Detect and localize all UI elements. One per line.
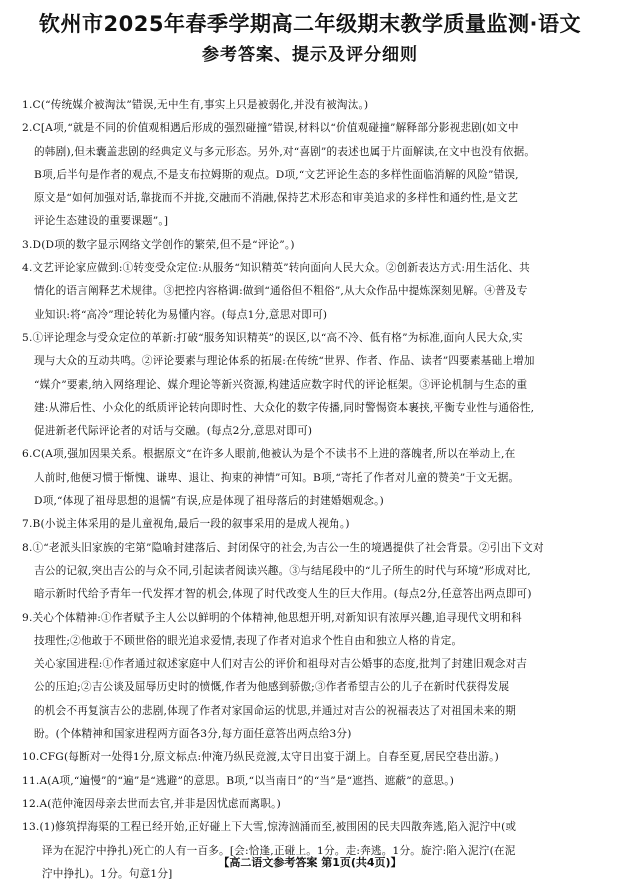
text-line: 的机会不再复演吉公的悲剧,体现了作者对家国命运的忧思,并通过对吉公的祝福表达了对祖国未来的期	[34, 704, 517, 717]
text-line: “媒介”要素,纳入网络理论、媒介理论等新兴资源,构建适应数字时代的评论框架。③评论机制与生态的重	[34, 378, 528, 391]
text-line: 译为在泥泞中挣扎)死亡的人有一百多。[会:恰逢,正碰上。1分。走:奔逃。1分。旋泞:陷入泥泞(在泥	[42, 844, 516, 857]
text-line: 4.文艺评论家应做到:①转变受众定位:从服务“知识精英”转向面向人民大众。②创新表达方式:用生活化、共	[22, 262, 530, 275]
text-line: 10.CFG(每断对一处得1分,原文标点:仲淹乃纵民竞渡,太守日出宴于湖上。自春至夏,居民空巷出游。)	[22, 751, 499, 764]
text-line: 盼。(个体精神和国家进程两方面各3分,每方面任意答出两点给3分)	[34, 728, 352, 741]
text-line: 8.①“老派头旧家族的宅第”隐喻封建落后、封闭保守的社会,为吉公一生的境遇提供了社会背景。②引出下文对	[22, 541, 544, 554]
text-line: 现与大众的互动共鸣。②评论要素与理论体系的拓展:在传统“世界、作者、作品、读者”四要素基础上增加	[34, 355, 535, 368]
text-line: 吉公的记叙,突出吉公的与众不同,引起读者阅读兴趣。③与结尾段中的“儿子所生的时代与环境”形成对比,	[34, 564, 531, 577]
text-line: 的韩剧),但未囊盖悲剧的经典定义与多元形态。另外,对“喜剧”的表述也属于片面解读,在文中也没有依据。	[34, 145, 536, 158]
text-line: 3.D(D项的数字显示网络文学创作的繁荣,但不是“评论”。)	[22, 238, 295, 251]
text-line: 2.C[A项,“就是不同的价值观相遇后形成的强烈碰撞”错误,材料以“价值观碰撞”解释部分影视悲剧(如文中	[22, 122, 519, 135]
text-line: 1.C(“传统媒介被淘汰”错误,无中生有,事实上只是被弱化,并没有被淘汰。)	[22, 99, 369, 111]
text-line: 9.关心个体精神:①作者赋予主人公以鲜明的个体精神,他思想开明,对新知识有浓厚兴趣,追寻现代文明和科	[22, 611, 522, 624]
text-line: 12.A(范仲淹因母亲去世而去官,并非是因忧虑而离职。)	[22, 797, 281, 810]
text-line: 技理性;②他敢于不顾世俗的眼光追求爱情,表现了作者对追求个性自由和独立人格的肯定。	[34, 634, 463, 647]
text-line: 7.B(小说主体采用的是儿童视角,最后一段的叙事采用的是成人视角。)	[22, 518, 350, 531]
text-line: 关心家国进程:①作者通过叙述家庭中人们对吉公的评价和祖母对吉公婚事的态度,批判了封建旧观念对吉	[34, 658, 528, 671]
text-line: 暗示新时代给予青年一代发挥才智的机会,体现了时代改变人生的巨大作用。(每点2分,任意答出两点即可)	[34, 588, 532, 601]
answer-content	[22, 94, 600, 886]
text-line: B项,后半句是作者的观点,不是支布拉姆斯的观点。D项,“文艺评论生态的多样性面临消解的风险”错误,	[34, 168, 519, 181]
text-line: 11.A(A项,“遍慢”的“遍”是“逃避”的意思。B项,“以当南日”的“当”是“遮挡、遮蔽”的意思。)	[22, 774, 455, 787]
page-title: 钦州市2025年春季学期高二年级期末教学质量监测·语文	[39, 12, 581, 36]
page-subtitle: 参考答案、提示及评分细则	[202, 45, 418, 65]
text-line: 公的压迫;②吉公谈及屈辱历史时的愤慨,作者为他感到骄傲;③作者希望吉公的儿子在新时代获得发展	[34, 681, 510, 694]
text-line: 6.C(A项,强加因果关系。根据原文“在许多人眼前,他被认为是个不读书不上进的落魄者,所以在举动上,在	[22, 448, 516, 461]
text-line: 13.(1)修筑捍海渠的工程已经开始,正好碰上下大雪,惊涛汹涌而至,被围困的民夫四散奔逃,陷入泥泞中(或	[22, 821, 517, 834]
text-line: 评论生态建设的重要课题”。]	[34, 215, 169, 228]
text-line: D项,“体现了祖母思想的退懦”有误,应是体现了祖母落后的封建婚姻观念。)	[34, 495, 384, 508]
text-line: 业知识:将“高冷”理论转化为易懂内容。(每点1分,意思对即可)	[34, 308, 328, 321]
text-line: 促进新老代际评论者的对话与交融。(每点2分,意思对即可)	[34, 425, 313, 438]
text-line: 情化的语言阐释艺术规律。③把控内容格调:做到“通俗但不粗俗”,从大众作品中提炼深刻见解。④普及专	[34, 285, 528, 298]
text-line: 5.①评论理念与受众定位的革新:打破“服务知识精英”的误区,以“高不冷、低有格”为标准,面向人民大众,实	[22, 331, 523, 344]
text-line: 原文是“如何加强对话,靠拢而不并拢,交融而不消融,保持艺术形态和审美追求的多样性和通约性,是文艺	[34, 192, 519, 205]
text-line: 人前时,他便习惯于惭愧、谦卑、退让、拘束的神情”可知。B项,“寄托了作者对儿童的赞美”于文无据。	[34, 471, 520, 484]
text-line: 泞中挣扎)。1分。句意1分]	[42, 867, 173, 880]
page-footer: 【高二语文参考答案 第1页(共4页)】	[218, 856, 402, 869]
text-line: 建:从滞后性、小众化的纸质评论转向即时性、大众化的数字传播,同时警惕资本裹挟,平衡专业性与通俗性,	[34, 401, 535, 414]
